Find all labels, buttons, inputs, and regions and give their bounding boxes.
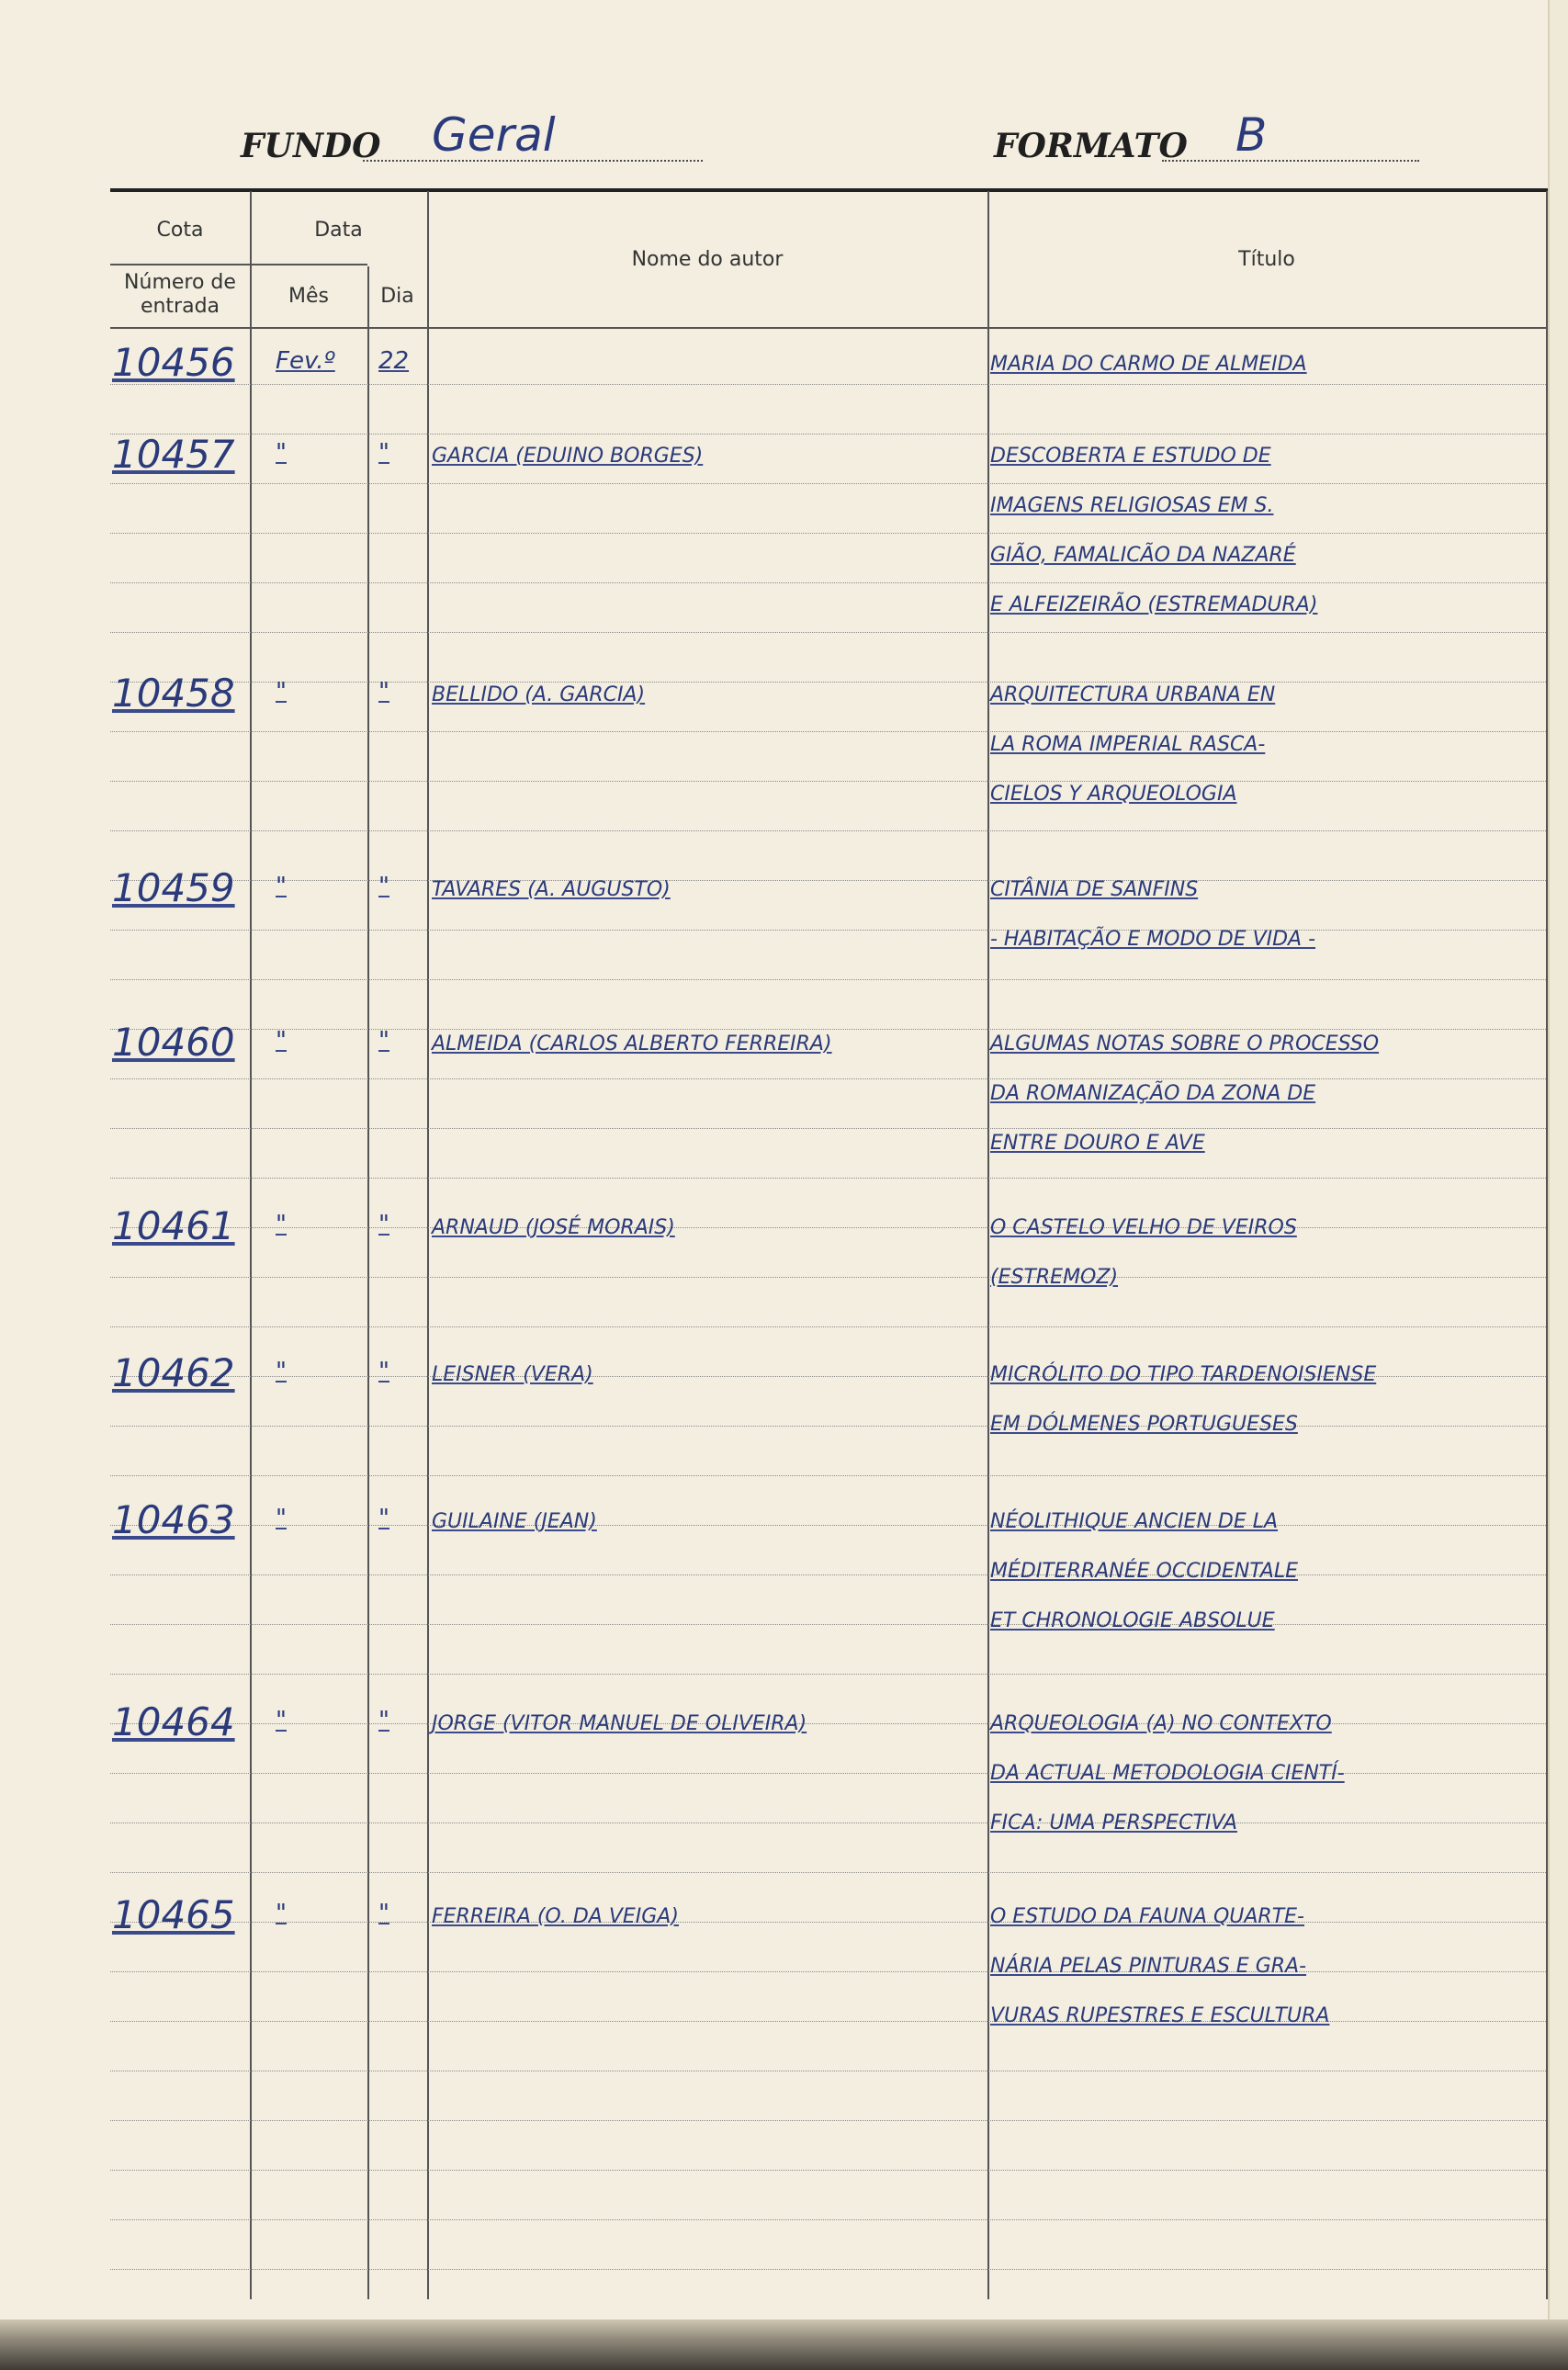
ruled-line [110, 1178, 1546, 1179]
formato-dotted-line [1162, 160, 1419, 162]
entry-day: " [378, 439, 389, 467]
ruled-line [110, 830, 1546, 831]
ruled-line [110, 1475, 1546, 1476]
binding-edge [0, 2319, 1568, 2370]
entry-number: 10462 [112, 1350, 235, 1395]
ruled-line [110, 2021, 1546, 2022]
fundo-label: FUNDO [241, 127, 381, 165]
fundo-value: Geral [432, 108, 556, 162]
entry-title-line: ARQUITECTURA URBANA EN [990, 683, 1276, 706]
entry-day: " [378, 1211, 389, 1238]
entry-author: GARCIA (EDUINO BORGES) [432, 445, 704, 468]
ruled-line [110, 2219, 1546, 2220]
entry-number: 10461 [112, 1203, 235, 1248]
ruled-line [110, 2120, 1546, 2121]
entry-title-line: EM DÓLMENES PORTUGUESES [990, 1413, 1298, 1436]
col-divider-1 [250, 191, 252, 2299]
entry-day: " [378, 1027, 389, 1055]
ruled-line [110, 582, 1546, 583]
entry-title-line: DA ACTUAL METODOLOGIA CIENTÍ- [990, 1762, 1345, 1785]
ruled-line [110, 979, 1546, 980]
entry-author: ALMEIDA (CARLOS ALBERTO FERREIRA) [432, 1033, 832, 1055]
entry-number: 10463 [112, 1497, 235, 1542]
formato-value: B [1235, 108, 1268, 162]
table-top-rule [110, 188, 1548, 192]
entry-title-line: GIÃO, FAMALICÃO DA NAZARÉ [990, 544, 1296, 567]
entry-month: " [276, 1358, 287, 1385]
entry-number: 10459 [112, 865, 235, 910]
entry-title-line: NÉOLITHIQUE ANCIEN DE LA [990, 1510, 1279, 1533]
ruled-line [110, 880, 1546, 881]
entry-author: ARNAUD (JOSÉ MORAIS) [432, 1216, 675, 1239]
ruled-line [110, 1971, 1546, 1972]
entry-day: " [378, 1707, 389, 1734]
ruled-line [110, 1872, 1546, 1873]
entry-title-line: - HABITAÇÃO E MODO DE VIDA - [990, 928, 1316, 951]
entry-title-line: IMAGENS RELIGIOSAS EM S. [990, 494, 1274, 517]
ruled-line [110, 930, 1546, 931]
ruled-line [110, 483, 1546, 484]
ruled-line [110, 533, 1546, 534]
entry-author: FERREIRA (O. DA VEIGA) [432, 1905, 679, 1928]
col-header-dia: Dia [380, 285, 414, 308]
ruled-line [110, 1326, 1546, 1327]
entry-month: " [276, 1027, 287, 1055]
entry-title-line: CITÂNIA DE SANFINS [990, 878, 1199, 901]
entry-title-line: (ESTREMOZ) [990, 1266, 1119, 1289]
header-bottom-rule [110, 327, 1548, 329]
col-header-titulo: Título [1238, 248, 1295, 271]
col-header-mes: Mês [288, 285, 329, 308]
entry-day: " [378, 1358, 389, 1385]
ruled-line [110, 1078, 1546, 1079]
col-header-data: Data [314, 219, 363, 242]
entry-author: LEISNER (VERA) [432, 1363, 593, 1386]
ruled-line [110, 1525, 1546, 1526]
ruled-line [110, 632, 1546, 633]
col-divider-4 [987, 191, 989, 2299]
ruled-line [110, 781, 1546, 782]
entry-number: 10458 [112, 671, 235, 716]
entry-day: " [378, 1900, 389, 1927]
entry-day: " [378, 1505, 389, 1532]
ruled-line [110, 1277, 1546, 1278]
ruled-line [110, 2170, 1546, 2171]
entry-number: 10464 [112, 1699, 235, 1744]
entry-title-line: O ESTUDO DA FAUNA QUARTE- [990, 1905, 1304, 1928]
entry-month: " [276, 1900, 287, 1927]
entry-number: 10457 [112, 432, 235, 477]
ruled-line [110, 1227, 1546, 1228]
entry-title-line: FICA: UMA PERSPECTIVA [990, 1811, 1237, 1834]
formato-label: FORMATO [994, 127, 1188, 165]
ruled-line [110, 1674, 1546, 1675]
entry-day: " [378, 678, 389, 705]
entry-title-line: DA ROMANIZAÇÃO DA ZONA DE [990, 1082, 1316, 1105]
entry-title-line: VURAS RUPESTRES E ESCULTURA [990, 2004, 1330, 2027]
entry-title-line: O CASTELO VELHO DE VEIROS [990, 1216, 1297, 1239]
entry-month: " [276, 439, 287, 467]
entry-number: 10456 [112, 340, 235, 385]
entry-title-line: MICRÓLITO DO TIPO TARDENOISIENSE [990, 1363, 1377, 1386]
entry-number: 10465 [112, 1892, 235, 1937]
entry-month: " [276, 1505, 287, 1532]
entry-author: BELLIDO (A. GARCIA) [432, 683, 646, 706]
entry-title-line: LA ROMA IMPERIAL RASCA- [990, 733, 1266, 756]
entry-title-line: E ALFEIZEIRÃO (ESTREMADURA) [990, 593, 1318, 616]
entry-author: TAVARES (A. AUGUSTO) [432, 878, 671, 901]
ruled-line [110, 2269, 1546, 2270]
entry-month: " [276, 873, 287, 900]
header-subrule-data [250, 264, 367, 265]
entry-month: Fev.º [276, 347, 335, 375]
entry-number: 10460 [112, 1020, 235, 1065]
entry-title-line: NÁRIA PELAS PINTURAS E GRA- [990, 1955, 1307, 1978]
entry-day: 22 [378, 347, 410, 375]
ruled-line [110, 1922, 1546, 1923]
col-divider-5 [1546, 191, 1548, 2299]
entry-month: " [276, 1707, 287, 1734]
entry-month: " [276, 678, 287, 705]
ruled-line [110, 1029, 1546, 1030]
ruled-line [110, 384, 1546, 385]
entry-day: " [378, 873, 389, 900]
col-header-numero: Número de entrada [124, 271, 236, 318]
col-divider-3 [427, 191, 429, 2299]
entry-title-line: MARIA DO CARMO DE ALMEIDA [990, 353, 1307, 376]
entry-month: " [276, 1211, 287, 1238]
entry-title-line: ET CHRONOLOGIE ABSOLUE [990, 1609, 1275, 1632]
col-divider-2 [367, 266, 369, 2299]
col-header-autor: Nome do autor [631, 248, 784, 271]
entry-title-line: MÉDITERRANÉE OCCIDENTALE [990, 1560, 1298, 1583]
entry-title-line: ENTRE DOURO E AVE [990, 1132, 1205, 1155]
entry-author: JORGE (VITOR MANUEL DE OLIVEIRA) [432, 1712, 807, 1735]
col-header-cota: Cota [156, 219, 204, 242]
entry-title-line: DESCOBERTA E ESTUDO DE [990, 445, 1271, 468]
ruled-line [110, 1574, 1546, 1575]
ruled-line [110, 731, 1546, 732]
entry-title-line: ALGUMAS NOTAS SOBRE O PROCESSO [990, 1033, 1380, 1055]
ruled-line [110, 1426, 1546, 1427]
entry-title-line: ARQUEOLOGIA (A) NO CONTEXTO [990, 1712, 1332, 1735]
ruled-line [110, 682, 1546, 683]
entry-title-line: CIELOS Y ARQUEOLOGIA [990, 783, 1237, 806]
ruled-line [110, 1128, 1546, 1129]
entry-author: GUILAINE (JEAN) [432, 1510, 597, 1533]
ruled-line [110, 1624, 1546, 1625]
